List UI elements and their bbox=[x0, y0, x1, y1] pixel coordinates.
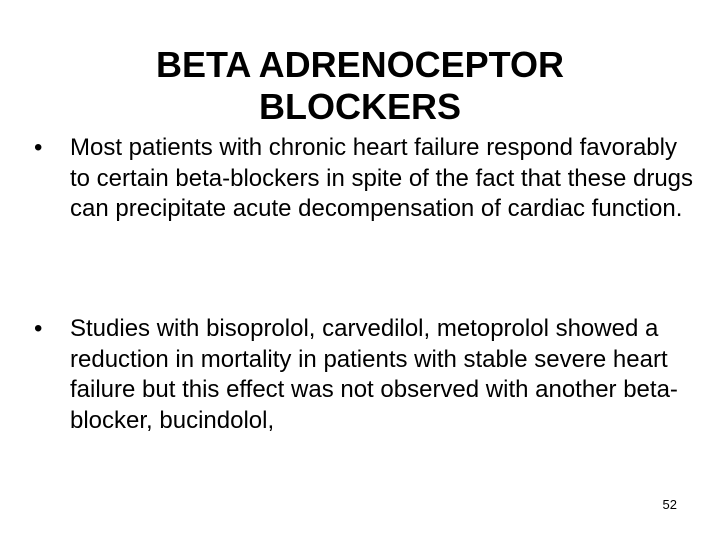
bullet-marker: • bbox=[34, 315, 43, 342]
bullet-marker: • bbox=[34, 134, 43, 161]
bullet-text: Studies with bisoprolol, carvedilol, metoprolol showed a reduction in mortality in patients with stable severe heart failure but this effect was not observed with another beta-blocker, bucindolol, bbox=[70, 315, 678, 434]
bullet-item bbox=[34, 314, 694, 436]
page-number: 52 bbox=[662, 497, 677, 512]
bullet-text: Most patients with chronic heart failure respond favorably to certain beta-blockers in spite of the fact that these drugs can precipitate acute decompensation of cardiac function. bbox=[70, 134, 694, 222]
bullet-item bbox=[34, 133, 694, 225]
slide-title-line-1: BETA ADRENOCEPTOR bbox=[155, 44, 565, 86]
slide-title-line-2: BLOCKERS bbox=[258, 86, 461, 128]
